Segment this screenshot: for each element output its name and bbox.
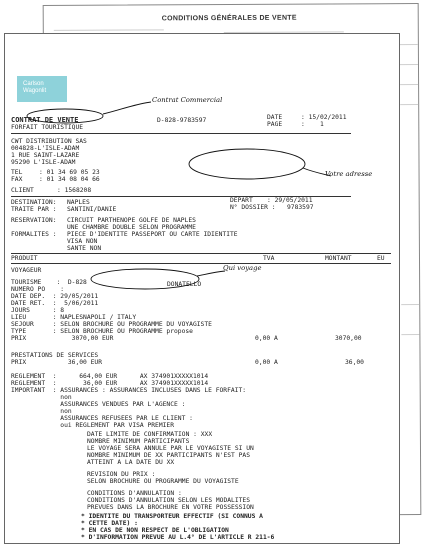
condition-line: NOMBRE MINIMUM PARTICIPANTS: [87, 438, 190, 445]
condition-line: CONDITIONS D'ANNULATION :: [87, 490, 182, 497]
depart-value: : 29/05/2011: [267, 197, 313, 204]
depart-label: DEPART: [230, 197, 253, 204]
date-ret-line: DATE RET. : 5/06/2011: [11, 300, 99, 307]
important-line: non: [11, 394, 72, 401]
services-title: PRESTATIONS DE SERVICES: [11, 352, 99, 359]
notice-line: * EN CAS DE NON RESPECT DE L'OBLIGATION: [81, 527, 229, 534]
contract-number: D-828-9783597: [157, 117, 207, 124]
back-text-line: [401, 304, 419, 305]
important-line: ASSURANCES REFUSEES PAR LE CLIENT :: [11, 415, 193, 422]
formalites-line3: SANTE NON: [67, 245, 102, 252]
voyageur-circle: [85, 264, 245, 294]
formalites-line1: PIECE D'IDENTITE PASSEPORT OU CARTE IDIENTITE: [67, 231, 238, 238]
forfait-label: FORFAIT TOURISTIQUE: [11, 124, 84, 131]
lieu-line: LIEU : NAPLESNAPOLI / ITALY: [11, 314, 137, 321]
condition-line: NOMBRE MINIMUM DE XX PARTICIPANTS N'EST PAS: [87, 452, 251, 459]
annotation-qui-voyage: Qui voyage: [223, 264, 262, 272]
traite-value: SANTINI/DANIE: [67, 206, 117, 213]
important-line: ASSURANCES VENDUES PAR L'AGENCE :: [11, 401, 186, 408]
jours-line: JOURS : 8: [11, 307, 65, 314]
back-text-line: [401, 334, 419, 335]
reservation-line2: UNE CHAMBRE DOUBLE SELON PROGRAMME: [67, 224, 196, 231]
tourisme-line: TOURISME : D-828: [11, 279, 87, 286]
dossier-value: 9783597: [287, 204, 314, 211]
formalites-line2: VISA NON: [67, 238, 98, 245]
prix-tva: 0,00 A: [255, 335, 278, 342]
logo-line2: Wagonlit: [23, 88, 47, 94]
contrat-arrow: [25, 96, 155, 124]
date-dep-line: DATE DEP. : 29/05/2011: [11, 293, 99, 300]
tel-value: : 01 34 69 05 23: [39, 169, 100, 176]
condition-line: CONDITIONS D'ANNULATION SELON LES MODALITES: [87, 497, 251, 504]
client-value: : 1568208: [57, 187, 92, 194]
important-line: IMPORTANT : ASSURANCES : ASSURANCES INCLUSES DANS LE FORFAIT:: [11, 387, 247, 394]
formalites-label: FORMALITES :: [11, 231, 57, 238]
page-label: PAGE: [267, 121, 283, 128]
numero-line: NUMERO PO :: [11, 286, 65, 293]
reglement-line: REGLEMENT : 664,00 EUR AX 374901XXXXX1014: [11, 373, 209, 380]
fax-value: : 01 34 08 04 66: [39, 176, 100, 183]
header-rule: [11, 133, 351, 134]
destination-value: NAPLES: [67, 199, 90, 206]
reglement-line: REGLEMENT : 36,00 EUR AX 374901XXXXX1014: [11, 380, 209, 387]
page-value: : 1: [301, 121, 324, 128]
agency-name: CWT DISTRIBUTION SAS: [11, 138, 87, 145]
important-line: oui REGLEMENT PAR VISA PREMIER: [11, 422, 175, 429]
client-label: CLIENT: [11, 187, 34, 194]
table-top-rule: [11, 253, 391, 254]
col-eu: EU: [377, 255, 385, 262]
notice-line: * IDENTITE DU TRANSPORTEUR EFFECTIF (SI CONNUS A: [81, 513, 263, 520]
condition-line: LE VOYAGE SERA ANNULE PAR LE VOYAGISTE SI UN: [87, 445, 254, 452]
date-label: DATE: [267, 114, 283, 121]
annotation-votre-adresse: Votre adresse: [325, 170, 373, 178]
services-montant: 36,00: [345, 359, 364, 366]
tel-label: TEL: [11, 169, 23, 176]
voyageur-name: DONATELLO: [167, 281, 202, 288]
services-tva: 0,00 A: [255, 359, 278, 366]
notice-line: * CETTE DATE) :: [81, 520, 138, 527]
condition-line: DATE LIMITE DE CONFIRMATION : XXX: [87, 431, 213, 438]
destination-label: DESTINATION:: [11, 199, 57, 206]
logo-line1: Carlson: [23, 81, 44, 87]
adresse-circle: [185, 144, 335, 184]
back-text-line: [400, 44, 418, 45]
voyageur-label: VOYAGEUR: [11, 267, 42, 274]
back-text-line: [400, 84, 418, 85]
type-line: TYPE : SELON BROCHURE OU PROGRAMME propose: [11, 328, 193, 335]
col-montant: MONTANT: [325, 255, 352, 262]
sejour-line: SEJOUR : SELON BROCHURE OU PROGRAMME DU VOYAGISTE: [11, 321, 212, 328]
agency-address2: 1 RUE SAINT-LAZARE: [11, 152, 80, 159]
condition-line: SELON BROCHURE OU PROGRAMME DU VOYAGISTE: [87, 478, 239, 485]
condition-line: ATTEINT A LA DATE DU XX: [87, 459, 175, 466]
date-value: : 15/02/2011: [301, 114, 347, 121]
contract-sheet: [4, 33, 400, 544]
prix-montant: 3070,00: [335, 335, 362, 342]
agency-city: 95290 L'ISLE-ADAM: [11, 159, 76, 166]
services-prix: PRIX 36,00 EUR: [11, 359, 102, 366]
annotation-contrat: Contrat Commercial: [152, 96, 223, 104]
reservation-line1: CIRCUIT PARTHENOPE GOLFE DE NAPLES: [67, 217, 196, 224]
back-sheet-title: CONDITIONS GÉNÉRALES DE VENTE: [161, 14, 297, 23]
traite-label: TRAITE PAR :: [11, 206, 57, 213]
notice-line: * D'INFORMATION PREVUE AU L.4° DE L'ARTICLE R 211-6: [81, 534, 275, 541]
col-tva: TVA: [263, 255, 275, 262]
back-text-line: [54, 29, 164, 31]
condition-line: PREVUES DANS LA BROCHURE EN VOTRE POSSESSION: [87, 504, 254, 511]
condition-line: REVISION DU PRIX :: [87, 471, 156, 478]
back-text-line: [400, 104, 418, 105]
agency-address1: 004828-L'ISLE-ADAM: [11, 145, 80, 152]
dossier-label: N° DOSSIER :: [230, 204, 276, 211]
reservation-label: RESERVATION:: [11, 217, 57, 224]
contract-label: CONTRAT DE VENTE: [11, 116, 79, 124]
fax-label: FAX: [11, 176, 23, 183]
important-line: non: [11, 408, 72, 415]
prix-line: PRIX 3070,00 EUR: [11, 335, 114, 342]
col-produit: PRODUIT: [11, 255, 38, 262]
back-text-line: [400, 64, 418, 65]
